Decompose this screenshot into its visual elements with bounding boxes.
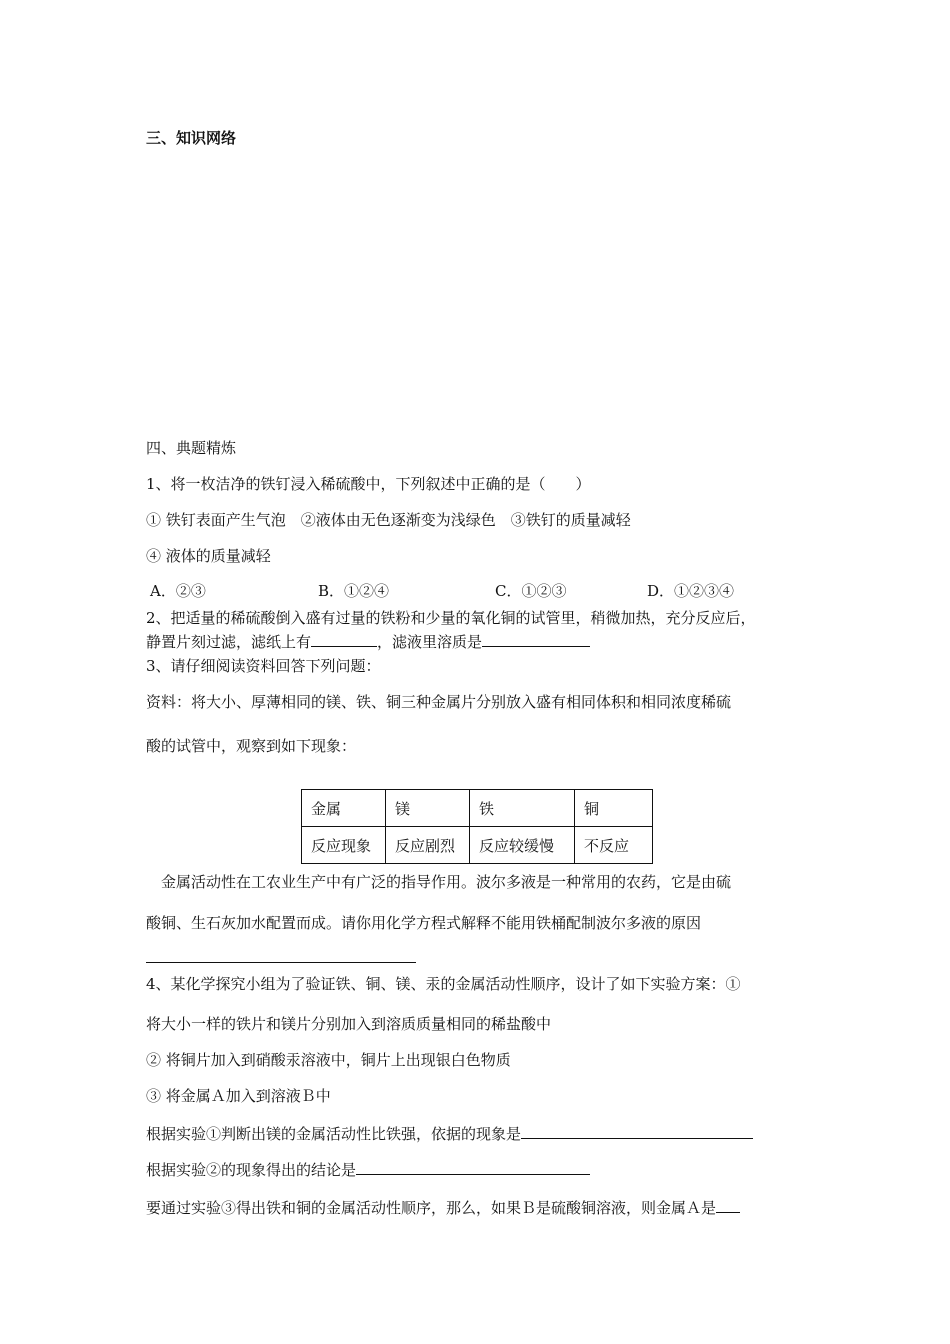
q4-line5-text: 根据实验①判断出镁的金属活动性比铁强，依据的现象是 — [146, 1125, 522, 1143]
q1-option-d: D．①②③④ — [647, 582, 735, 600]
section3-title: 三、知识网络 — [146, 129, 237, 147]
table-row — [302, 827, 653, 864]
q3-material-line1: 资料：将大小、厚薄相同的镁、铁、铜三种金属片分别放入盛有相同体积和相同浓度稀硫 — [146, 693, 732, 711]
q2-line1: 2、把适量的稀硫酸倒入盛有过量的铁粉和少量的氧化铜的试管里，稍微加热，充分反应后， — [146, 609, 756, 627]
table-cell: 铜 — [575, 790, 653, 827]
q2-blank-filter-paper[interactable] — [311, 632, 377, 647]
q4-line6-text: 根据实验②的现象得出的结论是 — [146, 1161, 357, 1179]
table-cell: 反应现象 — [302, 827, 386, 864]
table-cell: 不反应 — [575, 827, 653, 864]
q4-line3: ② 将铜片加入到硝酸汞溶液中，铜片上出现银白色物质 — [146, 1051, 511, 1069]
q3-paragraph-line2: 酸铜、生石灰加水配置而成。请你用化学方程式解释不能用铁桶配制波尔多液的原因 — [146, 914, 702, 932]
q4-blank-phenomenon[interactable] — [521, 1124, 753, 1139]
table-cell: 反应剧烈 — [386, 827, 470, 864]
q4-line2: 将大小一样的铁片和镁片分别加入到溶质质量相同的稀盐酸中 — [146, 1015, 552, 1033]
table-cell: 金属 — [302, 790, 386, 827]
q4-line7 — [146, 1198, 740, 1218]
q4-line5 — [146, 1124, 753, 1144]
q1-option-b: B．①②④ — [318, 582, 390, 600]
q3-stem: 3、请仔细阅读资料回答下列问题： — [146, 657, 381, 675]
table-row-header — [302, 790, 653, 827]
q3-answer-blank[interactable] — [146, 962, 416, 963]
q4-line1: 4、某化学探究小组为了验证铁、铜、镁、汞的金属活动性顺序，设计了如下实验方案：① — [146, 975, 741, 993]
table-cell: 镁 — [386, 790, 470, 827]
q4-line7-text: 要通过实验③得出铁和铜的金属活动性顺序，那么，如果Ｂ是硫酸铜溶液，则金属Ａ是 — [146, 1199, 717, 1217]
q4-blank-metal-a[interactable] — [716, 1198, 740, 1213]
metal-reaction-table — [301, 789, 653, 864]
q1-option-a: A．②③ — [150, 582, 206, 600]
q4-line6 — [146, 1160, 590, 1180]
q1-option-c: C．①②③ — [495, 582, 567, 600]
q4-blank-conclusion[interactable] — [356, 1160, 590, 1175]
q3-paragraph-line1: 金属活动性在工农业生产中有广泛的指导作用。波尔多液是一种常用的农药，它是由硫 — [161, 873, 732, 891]
q1-statements-line1: ① 铁钉表面产生气泡 ②液体由无色逐渐变为浅绿色 ③铁钉的质量减轻 — [146, 511, 631, 529]
q2-blank-solute[interactable] — [482, 632, 590, 647]
q2-line2-part-b: ，滤液里溶质是 — [377, 633, 483, 651]
q3-material-line2: 酸的试管中，观察到如下现象： — [146, 737, 357, 755]
table-cell: 反应较缓慢 — [470, 827, 575, 864]
q2-line2-part-a: 静置片刻过滤，滤纸上有 — [146, 633, 312, 651]
q1-stem: 1、将一枚洁净的铁钉浸入稀硫酸中，下列叙述中正确的是（ ） — [146, 475, 591, 493]
table-cell: 铁 — [470, 790, 575, 827]
q1-statements-line2: ④ 液体的质量减轻 — [146, 547, 271, 565]
q2-line2 — [146, 632, 590, 652]
section4-title: 四、典题精炼 — [146, 439, 237, 457]
q4-line4: ③ 将金属Ａ加入到溶液Ｂ中 — [146, 1087, 331, 1105]
